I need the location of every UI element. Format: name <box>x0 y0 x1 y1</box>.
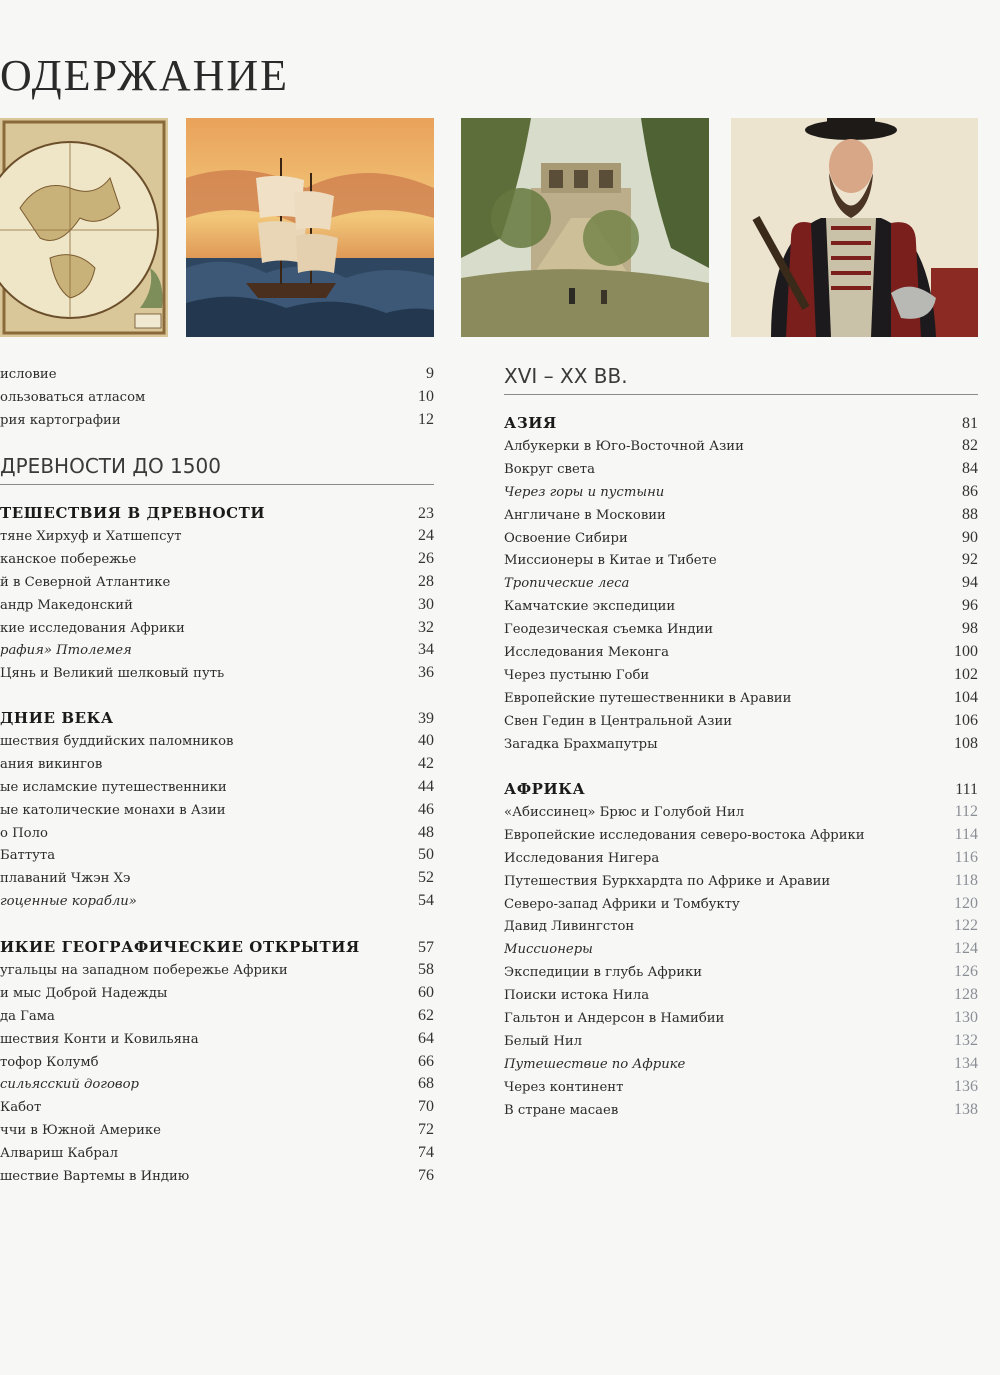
toc-entry-page-number: 28 <box>418 572 434 590</box>
toc-entry-title: ые исламские путешественники <box>0 779 227 795</box>
toc-entry-page-number: 58 <box>418 960 434 978</box>
toc-entry-title: плаваний Чжэн Хэ <box>0 871 131 887</box>
intro-entry-title: рия картографии <box>0 412 121 428</box>
toc-entry-page-number: 96 <box>962 597 978 615</box>
toc-entry[interactable] <box>504 529 978 551</box>
toc-entry-page-number: 104 <box>954 688 978 706</box>
section-heading-page-number: 111 <box>955 781 978 798</box>
toc-entry-page-number: 90 <box>962 528 978 546</box>
toc-entry-title: Вокруг света <box>504 461 595 477</box>
toc-entry-title: шествие Вартемы в Индию <box>0 1169 190 1184</box>
toc-entry-title: Путешествия Буркхардта по Африке и Аравии <box>504 873 831 889</box>
section-heading-page-number: 39 <box>418 710 434 727</box>
toc-entry-title: Загадка Брахмапутры <box>504 736 658 752</box>
toc-entry-page-number: 138 <box>954 1100 978 1118</box>
toc-entry-page-number: 32 <box>418 618 434 636</box>
toc-entry-page-number: 50 <box>418 846 434 864</box>
toc-entry-page-number: 36 <box>418 664 434 682</box>
toc-entry-page-number: 116 <box>954 848 978 866</box>
toc-entry-title: и мыс Доброй Надежды <box>0 985 168 1001</box>
toc-entry[interactable] <box>0 1007 434 1029</box>
toc-entry-page-number: 60 <box>418 983 434 1001</box>
toc-entry[interactable] <box>0 869 434 891</box>
toc-entry[interactable] <box>504 483 978 505</box>
toc-entry-page-number: 98 <box>962 620 978 638</box>
toc-entry-page-number: 102 <box>954 665 978 683</box>
toc-entry[interactable] <box>504 940 978 962</box>
toc-entry-title: Гальтон и Андерсон в Намибии <box>504 1011 725 1026</box>
toc-entry-page-number: 118 <box>954 871 978 889</box>
sailing-ship-picture <box>186 118 434 337</box>
toc-entry[interactable] <box>0 550 434 572</box>
toc-entry-page-number: 46 <box>418 800 434 818</box>
toc-entry-title: кие исследования Африки <box>0 620 185 636</box>
toc-entry[interactable] <box>0 1144 434 1166</box>
toc-entry[interactable] <box>504 460 978 482</box>
section-heading-title: АЗИЯ <box>504 414 557 432</box>
intro-entry-page-number: 12 <box>418 410 434 428</box>
toc-entry[interactable] <box>504 597 978 619</box>
toc-entry-title: сильясский договор <box>0 1077 139 1093</box>
toc-entry-page-number: 74 <box>418 1144 434 1162</box>
toc-entry[interactable] <box>504 506 978 528</box>
toc-entry-title: да Гама <box>0 1008 55 1024</box>
section-heading[interactable] <box>0 709 434 731</box>
toc-entry-title: Камчатские экспедиции <box>504 599 676 615</box>
toc-entry-title: й в Северной Атлантике <box>0 574 171 590</box>
toc-entry[interactable] <box>0 596 434 618</box>
toc-entry-page-number: 64 <box>418 1029 434 1047</box>
toc-entry-page-number: 106 <box>954 711 978 729</box>
toc-entry-page-number: 44 <box>418 777 434 795</box>
toc-entry-page-number: 54 <box>418 892 434 910</box>
toc-entry-page-number: 68 <box>418 1075 434 1093</box>
toc-entry[interactable] <box>504 620 978 642</box>
toc-entry-title: рафия» Птолемея <box>0 643 132 659</box>
world-map-picture <box>0 118 168 337</box>
section-heading[interactable] <box>0 504 434 526</box>
toc-entry[interactable] <box>0 527 434 549</box>
toc-entry[interactable] <box>504 643 978 665</box>
section-heading-title: АФРИКА <box>504 780 586 798</box>
toc-entry[interactable] <box>0 664 434 686</box>
toc-entry-page-number: 42 <box>418 754 434 772</box>
toc-entry-page-number: 128 <box>954 986 978 1004</box>
toc-entry[interactable] <box>504 1032 978 1054</box>
toc-entry[interactable] <box>0 961 434 983</box>
toc-entry-page-number: 26 <box>418 549 434 567</box>
toc-entry[interactable] <box>0 824 434 846</box>
toc-entry-page-number: 126 <box>954 963 978 981</box>
temple-ruins-picture <box>461 118 709 337</box>
toc-entry-title: шествия Конти и Ковильяна <box>0 1031 199 1047</box>
intro-entry-title: исловие <box>0 367 57 382</box>
toc-entry[interactable] <box>504 1055 978 1077</box>
toc-entry-page-number: 130 <box>954 1009 978 1026</box>
intro-entry-page-number: 9 <box>426 365 434 382</box>
toc-entry[interactable] <box>0 984 434 1006</box>
toc-entry[interactable] <box>504 803 978 825</box>
intro-entry-page-number: 10 <box>418 387 434 405</box>
toc-entry[interactable] <box>504 895 978 917</box>
toc-entry[interactable] <box>504 963 978 985</box>
toc-entry[interactable] <box>504 986 978 1008</box>
toc-entry[interactable] <box>0 1053 434 1075</box>
toc-entry[interactable] <box>504 1078 978 1100</box>
toc-entry-title: Албукерки в Юго-Восточной Азии <box>504 438 744 454</box>
toc-entry[interactable] <box>504 712 978 734</box>
toc-entry-page-number: 100 <box>954 643 978 660</box>
toc-entry-page-number: 76 <box>418 1167 434 1184</box>
toc-entry[interactable] <box>504 849 978 871</box>
toc-entry-title: угальцы на западном побережье Африки <box>0 962 288 978</box>
toc-entry[interactable] <box>0 1030 434 1052</box>
toc-entry-title: Кабот <box>0 1100 42 1116</box>
toc-entry-title: тяне Хирхуф и Хатшепсут <box>0 528 182 544</box>
toc-entry-title: Свен Гедин в Центральной Азии <box>504 713 733 729</box>
toc-entry-page-number: 136 <box>954 1077 978 1095</box>
toc-entry-title: Англичане в Московии <box>504 507 666 523</box>
toc-entry-page-number: 86 <box>962 482 978 500</box>
toc-entry[interactable] <box>504 917 978 939</box>
toc-entry-page-number: 24 <box>418 526 434 544</box>
toc-entry-page-number: 84 <box>962 459 978 477</box>
intro-entry[interactable] <box>0 411 434 433</box>
toc-entry[interactable] <box>0 1098 434 1120</box>
toc-entry[interactable] <box>0 892 434 914</box>
toc-entry-title: Экспедиции в глубь Африки <box>504 965 703 981</box>
toc-entry-title: канское побережье <box>0 551 137 567</box>
toc-entry[interactable] <box>504 689 978 711</box>
toc-entry-title: гоценные корабли» <box>0 894 137 910</box>
toc-entry-page-number: 122 <box>954 917 978 935</box>
toc-entry-page-number: 52 <box>418 869 434 887</box>
toc-entry-title: Европейские путешественники в Аравии <box>504 690 792 706</box>
toc-entry-page-number: 62 <box>418 1006 434 1024</box>
toc-entry-title: Исследования Нигера <box>504 850 660 866</box>
toc-entry-title: «Абиссинец» Брюс и Голубой Нил <box>504 804 745 820</box>
toc-entry-page-number: 124 <box>954 940 978 958</box>
toc-entry-title: Освоение Сибири <box>504 530 628 546</box>
toc-entry-page-number: 134 <box>954 1054 978 1072</box>
toc-entry-title: Тропические леса <box>504 576 630 592</box>
toc-entry-page-number: 132 <box>954 1031 978 1049</box>
section-heading[interactable] <box>504 780 978 802</box>
toc-entry[interactable] <box>504 872 978 894</box>
toc-entry-title: Белый Нил <box>504 1033 583 1049</box>
toc-entry-title: Исследования Меконга <box>504 645 669 660</box>
toc-entry-title: В стране масаев <box>504 1102 619 1118</box>
toc-entry-title: Баттута <box>0 848 56 864</box>
section-heading-page-number: 57 <box>418 939 434 956</box>
toc-entry-page-number: 72 <box>418 1121 434 1139</box>
page-title: ОДЕРЖАНИЕ <box>0 51 290 100</box>
toc-entry[interactable] <box>504 826 978 848</box>
toc-entry[interactable] <box>0 732 434 754</box>
toc-entry[interactable] <box>0 1167 434 1189</box>
toc-entry-page-number: 88 <box>962 505 978 523</box>
toc-entry-page-number: 66 <box>418 1052 434 1070</box>
toc-entry-title: ания викингов <box>0 756 103 772</box>
toc-entry-page-number: 112 <box>954 802 978 820</box>
toc-entry-title: андр Македонский <box>0 597 133 613</box>
toc-entry-title: ые католические монахи в Азии <box>0 802 226 818</box>
portrait-picture <box>731 118 978 337</box>
toc-entry[interactable] <box>0 1121 434 1143</box>
section-heading[interactable] <box>0 938 434 960</box>
toc-entry-title: Алвариш Кабрал <box>0 1146 119 1162</box>
toc-entry-title: Через горы и пустыни <box>504 484 665 500</box>
toc-entry[interactable] <box>0 846 434 868</box>
intro-entry[interactable] <box>0 365 434 387</box>
toc-entry-page-number: 114 <box>954 825 978 843</box>
toc-entry-page-number: 108 <box>954 734 978 752</box>
toc-entry-title: ччи в Южной Америке <box>0 1123 161 1139</box>
toc-entry-page-number: 48 <box>418 823 434 841</box>
toc-entry-title: Путешествие по Африке <box>504 1056 686 1072</box>
toc-entry[interactable] <box>0 778 434 800</box>
toc-entry-title: Европейские исследования северо-востока Африки <box>504 827 865 843</box>
intro-entry-title: ользоваться атласом <box>0 389 146 405</box>
toc-entry-title: Цянь и Великий шелковый путь <box>0 666 225 682</box>
toc-entry-title: Через пустыню Гоби <box>504 667 650 683</box>
toc-entry[interactable] <box>504 1009 978 1031</box>
section-heading[interactable] <box>504 414 978 436</box>
era-title-ancient: ДРЕВНОСТИ ДО 1500 <box>0 454 434 485</box>
toc-entry-page-number: 82 <box>962 436 978 454</box>
toc-entry[interactable] <box>504 437 978 459</box>
toc-entry[interactable] <box>0 755 434 777</box>
toc-entry[interactable] <box>0 801 434 823</box>
toc-entry-title: Геодезическая съемка Индии <box>504 622 714 638</box>
toc-entry-page-number: 34 <box>418 641 434 659</box>
toc-entry-title: Давид Ливингстон <box>504 919 635 935</box>
section-heading-title: ДНИЕ ВЕКА <box>0 709 114 727</box>
toc-entry[interactable] <box>0 573 434 595</box>
era-title-modern: XVI – XX ВВ. <box>504 364 978 395</box>
toc-entry[interactable] <box>0 641 434 663</box>
toc-entry[interactable] <box>504 666 978 688</box>
toc-entry[interactable] <box>0 1075 434 1097</box>
section-heading-title: ТЕШЕСТВИЯ В ДРЕВНОСТИ <box>0 504 266 522</box>
toc-entry-page-number: 92 <box>962 551 978 569</box>
toc-entry-page-number: 30 <box>418 595 434 613</box>
toc-entry-title: Через континент <box>504 1079 624 1095</box>
toc-entry[interactable] <box>504 735 978 757</box>
toc-entry-page-number: 94 <box>962 574 978 592</box>
toc-entry-page-number: 120 <box>954 894 978 912</box>
section-heading-page-number: 23 <box>418 505 434 522</box>
toc-entry-title: Миссионеры <box>504 942 593 958</box>
toc-entry-page-number: 40 <box>418 731 434 749</box>
toc-entry[interactable] <box>0 619 434 641</box>
section-heading-page-number: 81 <box>962 415 978 432</box>
toc-entry-title: тофор Колумб <box>0 1054 99 1070</box>
toc-entry-title: Миссионеры в Китае и Тибете <box>504 553 717 569</box>
toc-entry-title: о Поло <box>0 825 48 841</box>
toc-entry-page-number: 70 <box>418 1098 434 1116</box>
toc-entry-title: шествия буддийских паломников <box>0 733 234 749</box>
toc-entry[interactable] <box>504 1101 978 1123</box>
toc-entry-title: Поиски истока Нила <box>504 988 650 1004</box>
section-heading-title: ИКИЕ ГЕОГРАФИЧЕСКИЕ ОТКРЫТИЯ <box>0 938 360 956</box>
toc-entry[interactable] <box>504 574 978 596</box>
toc-entry-title: Северо-запад Африки и Томбукту <box>504 896 740 912</box>
intro-entry[interactable] <box>0 388 434 410</box>
toc-entry[interactable] <box>504 551 978 573</box>
